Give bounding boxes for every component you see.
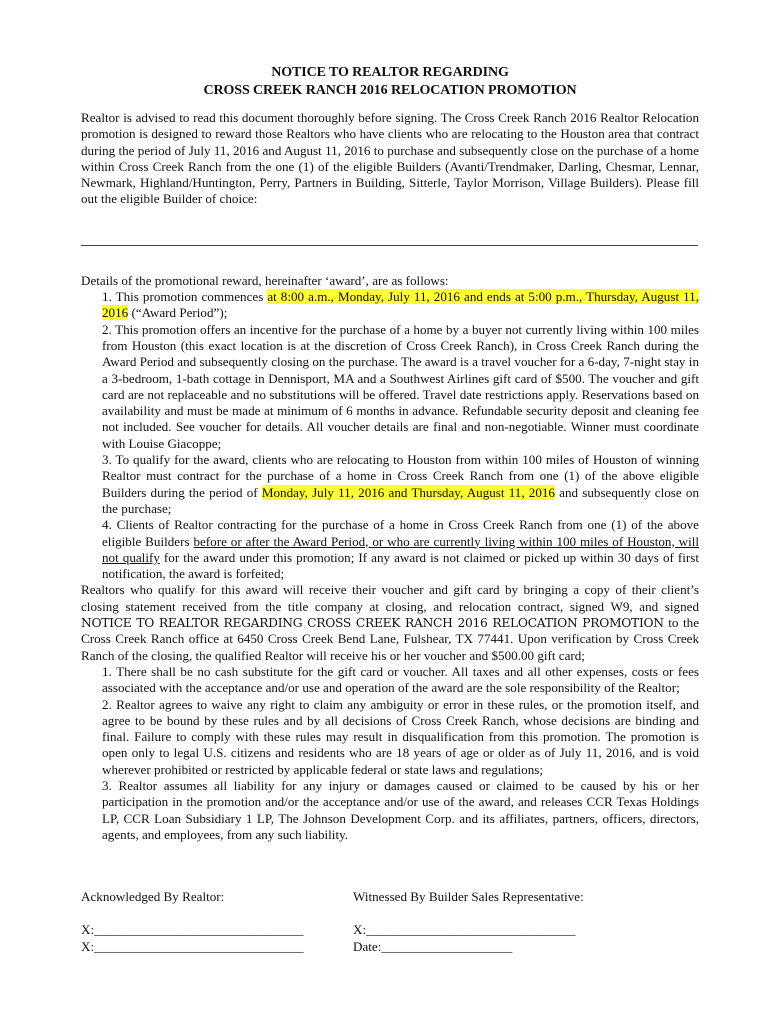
rule-item-3: 3. Realtor assumes all liability for any injury or damages caused or claimed to be caused by his or her participation in the promotion and/or the acceptance and/or use of the award, and releases CCR Texas Holdings LP, CCR Loan Subsidiary 1 LP, The Johnson Development Corp. and its affiliates, partners, officers, directors, agents, and employees, from any such liability.	[102, 777, 699, 842]
list-item-3	[102, 452, 699, 517]
item-4-tail: for the award under this promotion; If any award is not claimed or picked up within 30 days of first notification, the award is forfeited;	[102, 549, 700, 582]
details-heading: Details of the promotional reward, hereinafter ‘award’, are as follows:	[81, 272, 449, 288]
document-title	[81, 64, 699, 100]
item-3-highlight: Monday, July 11, 2016 and Thursday, August 11, 2016	[261, 484, 555, 500]
list-item-1	[102, 289, 699, 322]
item-4-text: 4. Clients of Realtor contracting for the purchase of a home in Cross Creek Ranch from one (1) of the above eligible Builders	[102, 517, 699, 549]
builder-rep-signature-line[interactable]: X:________________________________	[353, 922, 576, 938]
item-3-text: 3. To qualify for the award, clients who are relocating to Houston from within 100 miles of Houston of winning Realtor must contract for the purchase of a home in Cross Creek Ranch from one (1) of the above eligible Builders during the period of	[102, 452, 699, 500]
builder-rep-witnessed-label: Witnessed By Builder Sales Representative:	[353, 889, 584, 904]
builder-rep-date-line[interactable]: Date:____________________	[353, 938, 513, 954]
list-item-4	[102, 517, 699, 582]
document-body	[81, 64, 699, 843]
item-1-text: 1. This promotion commences	[102, 289, 268, 305]
builder-rep-signature-block	[353, 889, 683, 955]
item-4-underlined: before or after the Award Period, or who are currently living within 100 miles of Houston, will not qualify	[102, 533, 699, 565]
realtor-signature-block	[81, 889, 341, 955]
closing-paragraph	[81, 582, 699, 663]
closing-text-2: to the Cross Creek Ranch office at 6450 Cross Creek Bend Lane, Fulshear, TX 77441. Upon verification by Cross Creek Ranch of the closing, the qualified Realtor will receive his or her voucher and $500.00 gift card;	[81, 615, 700, 663]
item-1-highlight: at 8:00 a.m., Monday, July 11, 2016 and ends at 5:00 p.m., Thursday, August 11, 2016	[102, 289, 699, 321]
item-3-tail: and subsequently close on the purchase;	[102, 484, 699, 516]
realtor-signature-line-2[interactable]: X:________________________________	[81, 938, 304, 954]
intro-paragraph: Realtor is advised to read this document thoroughly before signing. The Cross Creek Ranch 2016 Realtor Relocation promotion is designed to reward those Realtors who have clients who are relocating to the Houston area that contract during the period of July 11, 2016 and August 11, 2016 to purchase and subsequently close on the purchase of a home within Cross Creek Ranch from the one (1) of the eligible Builders (Avanti/Trendmaker, Darling, Chesmar, Lennar, Newmark, Highland/Huntington, Perry, Partners in Building, Sitterle, Taylor Morrison, Village Builders). Please fill out the eligible Builder of choice:	[81, 110, 699, 207]
rule-item-1: 1. There shall be no cash substitute for the gift card or voucher. All taxes and all other expenses, costs or fees associated with the acceptance and/or use and operation of the award are the sole responsibility of the Realtor;	[102, 663, 699, 696]
list-item-2: 2. This promotion offers an incentive for the purchase of a home by a buyer not currently living within 100 miles from Houston (this exact location is at the discretion of Cross Creek Ranch), in Cross Creek Ranch during the Award Period and subsequently closing on the purchase. The award is a travel voucher for a 6-day, 7-night stay in a 3-bedroom, 1-bath cottage in Dennisport, MA and a Southwest Airlines gift card of $500. The voucher and gift card are not replaceable and no substitutions will be offered. Travel date restrictions apply. Reservations based on availability and must be made at minimum of 6 months in advance. Refundable security deposit and cleaning fee not included. See voucher for details. All voucher details are final and non-negotiable. Winner must coordinate with Louise Giacoppe;	[102, 321, 699, 451]
item-1-tail: (“Award Period”);	[128, 305, 228, 321]
builder-fill-in-line[interactable]	[81, 245, 698, 246]
title-line-2: CROSS CREEK RANCH 2016 RELOCATION PROMOTION	[203, 83, 577, 98]
closing-text-1: Realtors who qualify for this award will receive their voucher and gift card by bringing a copy of their client’s closing statement received from the title company at closing, and relocation contract, signed W9, and signed	[81, 582, 699, 614]
rule-item-2: 2. Realtor agrees to waive any right to claim any ambiguity or error in these rules, or the promotion itself, and agree to be bound by these rules and by all decisions of Cross Creek Ranch, whose decisions are binding and final. Failure to comply with these rules may result in disqualification from this promotion. The promotion is open only to legal U.S. citizens and residents who are 18 years of age or older as of July 11, 2016, and is void wherever prohibited or restricted by applicable federal or state laws and regulations;	[102, 696, 699, 777]
closing-notice-title: NOTICE TO REALTOR REGARDING CROSS CREEK RANCH 2016 RELOCATION PROMOTION	[81, 616, 664, 631]
realtor-acknowledged-label: Acknowledged By Realtor:	[81, 889, 225, 904]
realtor-signature-line-1[interactable]: X:________________________________	[81, 922, 304, 938]
title-line-1: NOTICE TO REALTOR REGARDING	[271, 65, 509, 80]
